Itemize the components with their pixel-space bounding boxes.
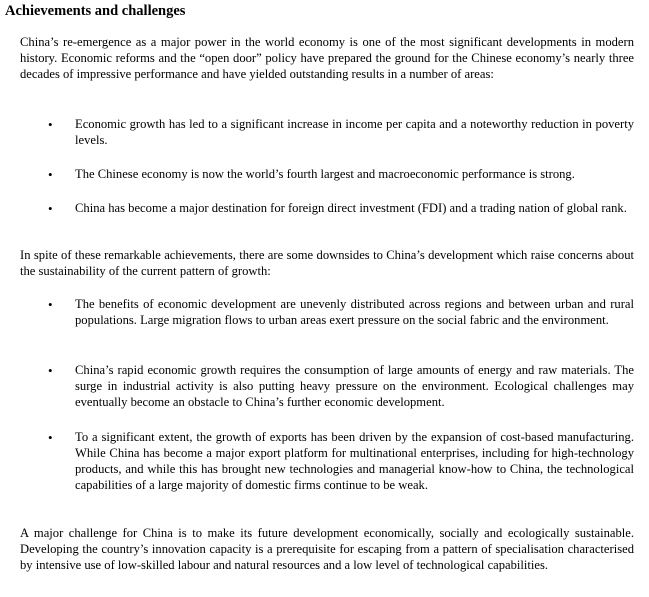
- achievement-text: China has become a major destination for foreign direct investment (FDI) and a trading nation of global rank.: [75, 201, 627, 215]
- bullet-icon: •: [48, 117, 53, 132]
- downside-text: To a significant extent, the growth of exports has been driven by the expansion of cost-based manufacturing. While China has become a major export platform for multinational enterprises, including for high-technology products, and while this has brought new technologies and managerial know-how to China, the technological capabilities of a large majority of domestic firms continue to be weak.: [75, 430, 634, 492]
- downside-text: The benefits of economic development are unevenly distributed across regions and between urban and rural populations. Large migration flows to urban areas exert pressure on the social fabric and the environment.: [75, 297, 634, 327]
- intro-paragraph: China’s re-emergence as a major power in the world economy is one of the most significant developments in modern history. Economic reforms and the “open door” policy have prepared the ground for the Chinese economy’s nearly three decades of impressive performance and have yielded outstanding results in a number of areas:: [20, 35, 634, 81]
- conclusion-paragraph: A major challenge for China is to make its future development economically, socially and ecologically sustainable. Developing the country’s innovation capacity is a prerequisite for escaping from a pattern of specialisation characterised by intensive use of low-skilled labour and natural resources and a low level of technological capabilities.: [20, 526, 634, 572]
- achievement-text: The Chinese economy is now the world’s fourth largest and macroeconomic performance is strong.: [75, 167, 575, 181]
- bullet-icon: •: [48, 201, 53, 216]
- bullet-icon: •: [48, 297, 53, 312]
- achievement-text: Economic growth has led to a significant increase in income per capita and a noteworthy reduction in poverty levels.: [75, 117, 634, 147]
- downside-text: China’s rapid economic growth requires the consumption of large amounts of energy and raw materials. The surge in industrial activity is also putting heavy pressure on the environment. Ecological challenges may eventually become an obstacle to China’s further economic development.: [75, 363, 634, 409]
- section-heading: Achievements and challenges: [5, 3, 186, 19]
- bullet-icon: •: [48, 167, 53, 182]
- bullet-icon: •: [48, 363, 53, 378]
- transition-paragraph: In spite of these remarkable achievements, there are some downsides to China’s development which raise concerns about the sustainability of the current pattern of growth:: [20, 248, 634, 278]
- bullet-icon: •: [48, 430, 53, 445]
